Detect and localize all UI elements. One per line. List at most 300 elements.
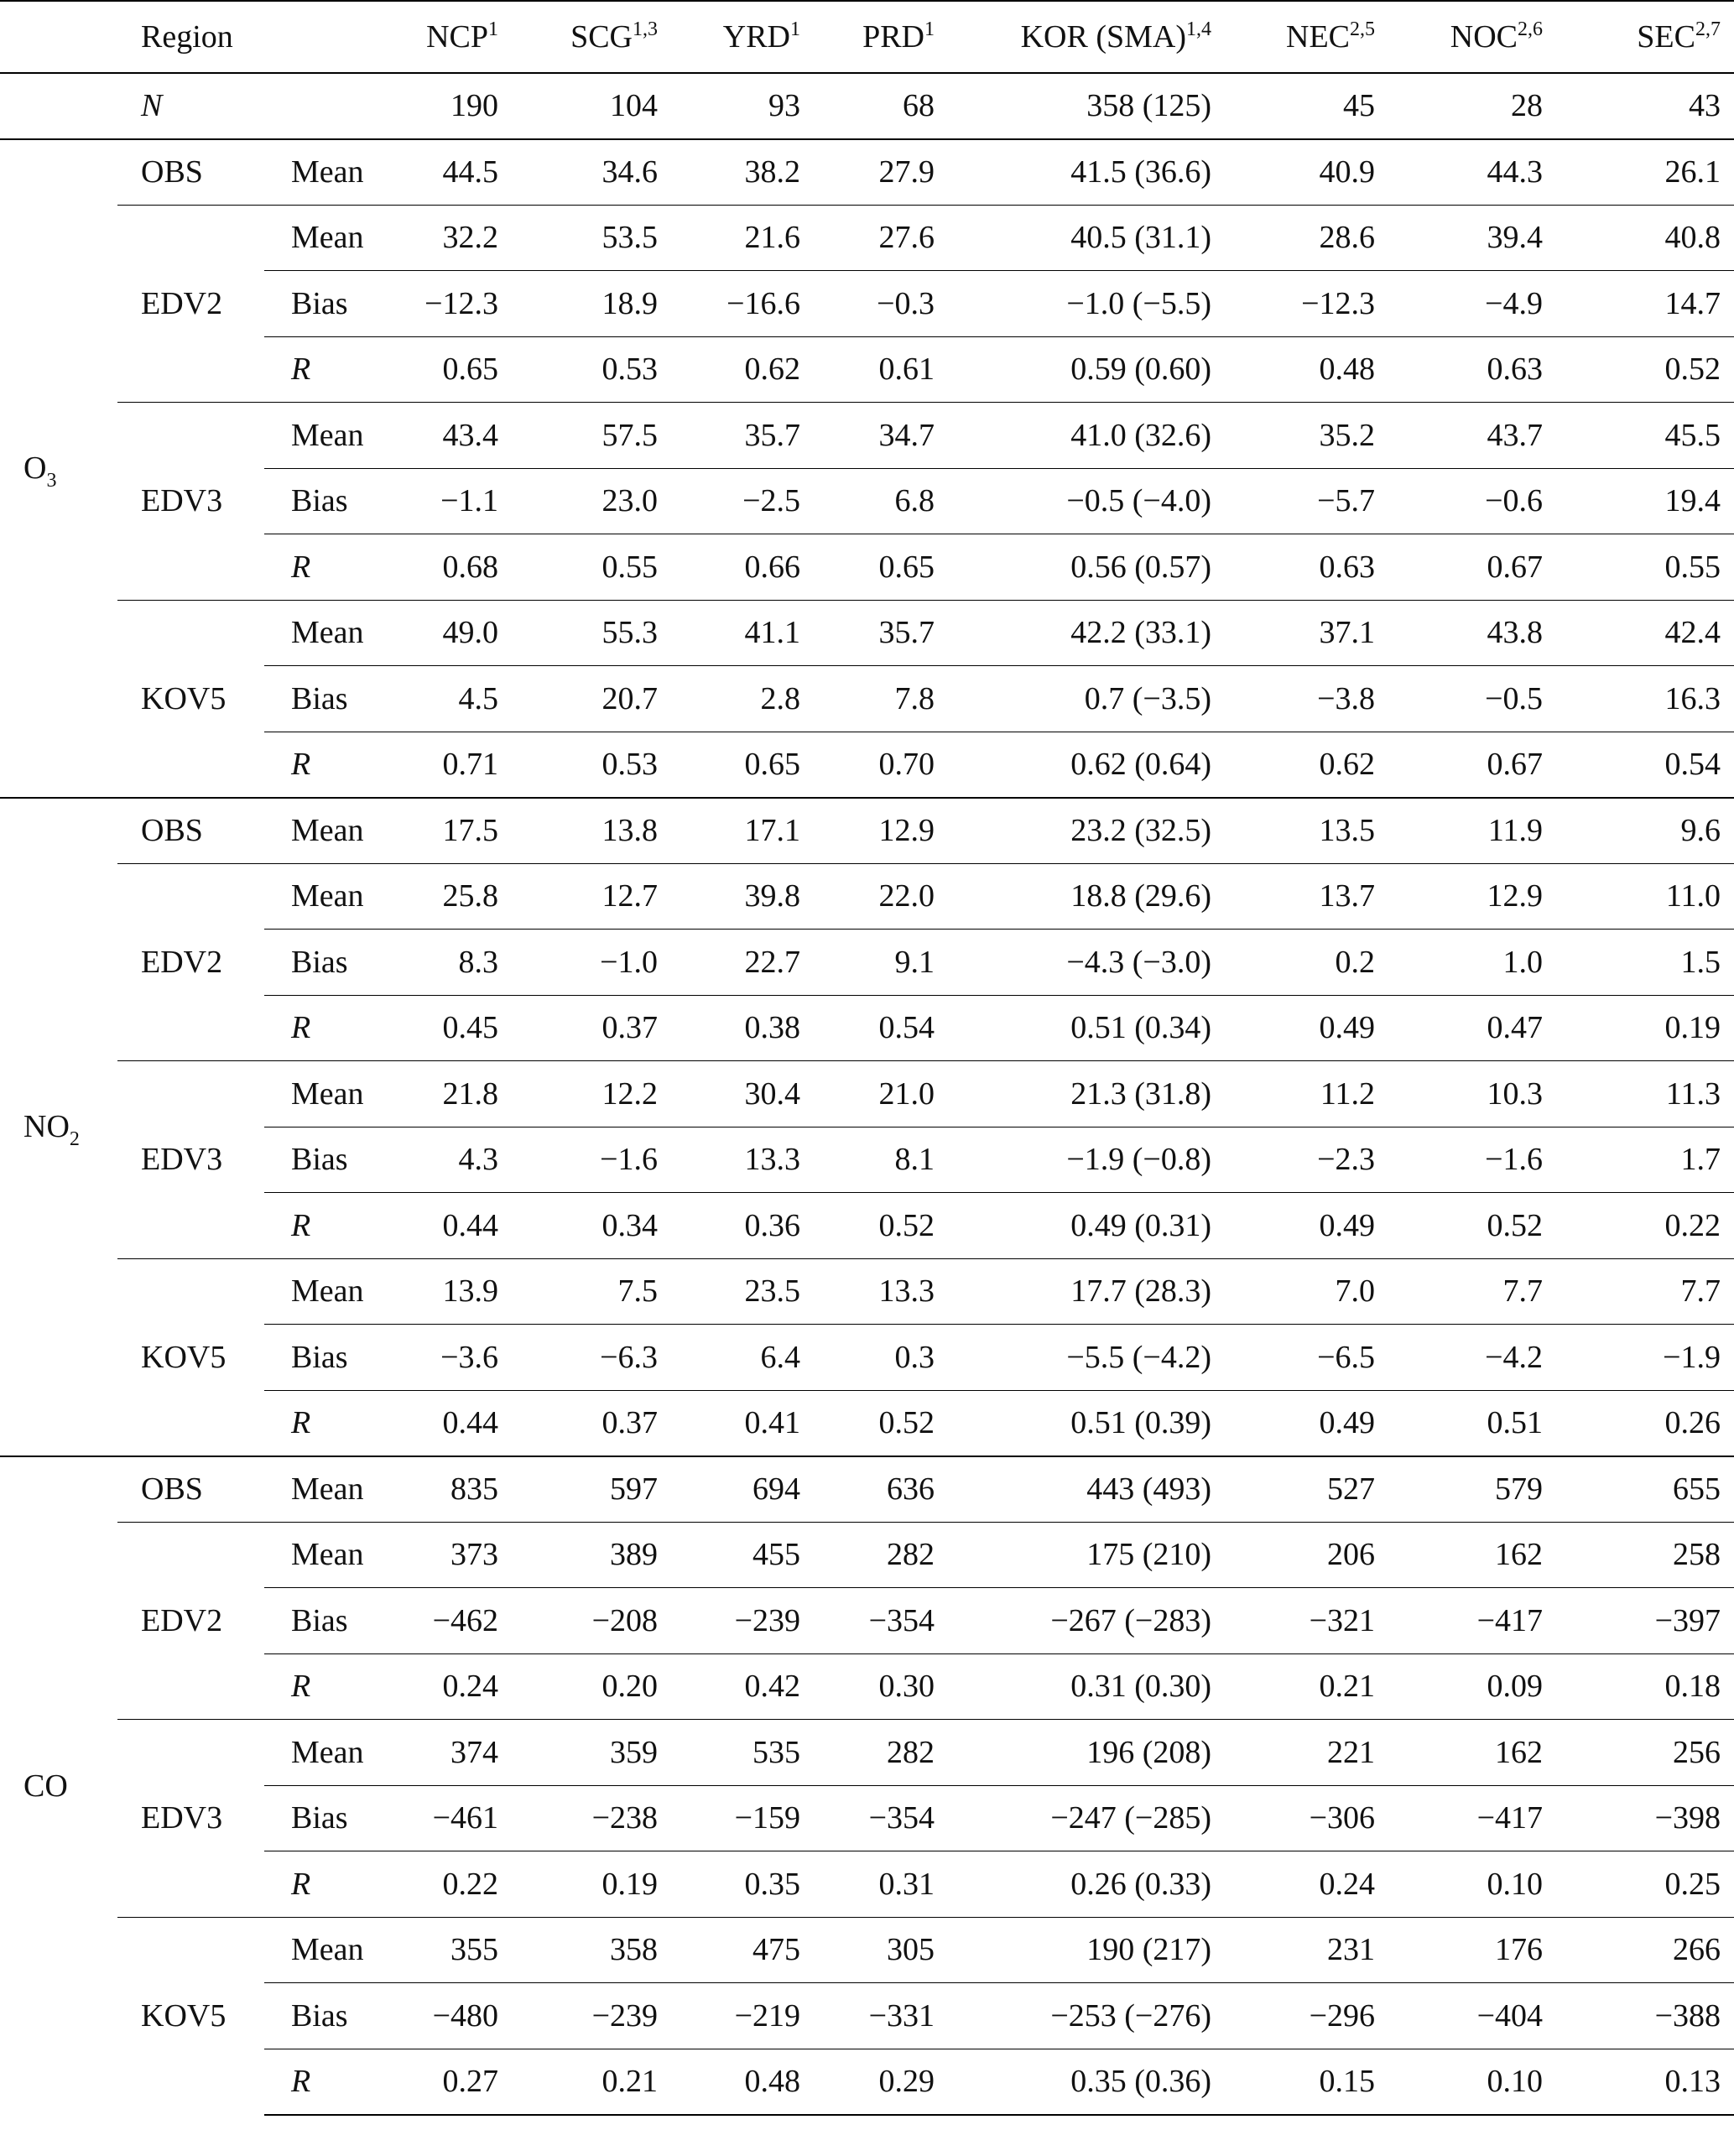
value-cell: −397 bbox=[1556, 1588, 1734, 1654]
value-cell: 8.3 bbox=[386, 930, 512, 996]
value-cell: 0.25 bbox=[1556, 1851, 1734, 1918]
table-row bbox=[0, 600, 1734, 666]
value-cell: 13.5 bbox=[1225, 798, 1388, 864]
value-cell: 0.52 bbox=[1556, 336, 1734, 403]
model-label: OBS bbox=[117, 1456, 264, 1523]
value-cell: 7.8 bbox=[814, 666, 948, 732]
value-cell: −306 bbox=[1225, 1785, 1388, 1851]
value-cell: 0.45 bbox=[386, 995, 512, 1061]
value-cell: 11.9 bbox=[1388, 798, 1556, 864]
value-cell: 35.7 bbox=[814, 600, 948, 666]
value-cell: 0.35 bbox=[671, 1851, 814, 1918]
statistic-label: Bias bbox=[264, 1785, 386, 1851]
table-row bbox=[0, 139, 1734, 206]
value-cell: 22.0 bbox=[814, 863, 948, 930]
value-cell: 256 bbox=[1556, 1720, 1734, 1786]
value-cell: −354 bbox=[814, 1588, 948, 1654]
value-cell: 196 (208) bbox=[948, 1720, 1225, 1786]
value-cell: 0.53 bbox=[512, 336, 671, 403]
value-cell: 374 bbox=[386, 1720, 512, 1786]
value-cell: 43.8 bbox=[1388, 600, 1556, 666]
value-cell: 0.52 bbox=[814, 1193, 948, 1259]
value-cell: 206 bbox=[1225, 1522, 1388, 1588]
value-cell: 40.9 bbox=[1225, 139, 1388, 206]
value-cell: 0.62 bbox=[671, 336, 814, 403]
statistic-label: Mean bbox=[264, 1917, 386, 1983]
value-cell: 162 bbox=[1388, 1720, 1556, 1786]
value-cell: 0.31 (0.30) bbox=[948, 1653, 1225, 1720]
value-cell: 0.37 bbox=[512, 995, 671, 1061]
value-cell: 43.4 bbox=[386, 403, 512, 469]
value-cell: −16.6 bbox=[671, 271, 814, 337]
value-cell: 0.55 bbox=[1556, 534, 1734, 601]
value-cell: 17.7 (28.3) bbox=[948, 1258, 1225, 1325]
value-cell: 0.54 bbox=[814, 995, 948, 1061]
value-cell: −0.5 (−4.0) bbox=[948, 468, 1225, 534]
value-cell: −239 bbox=[671, 1588, 814, 1654]
value-cell: 0.44 bbox=[386, 1193, 512, 1259]
statistic-label: R bbox=[264, 534, 386, 601]
value-cell: −417 bbox=[1388, 1785, 1556, 1851]
value-cell: 0.31 bbox=[814, 1851, 948, 1918]
statistic-label: Mean bbox=[264, 403, 386, 469]
statistic-label: Mean bbox=[264, 600, 386, 666]
statistic-label: Mean bbox=[264, 863, 386, 930]
value-cell: 0.65 bbox=[671, 732, 814, 798]
table-row bbox=[0, 1061, 1734, 1127]
value-cell: 0.34 bbox=[512, 1193, 671, 1259]
value-cell: 0.68 bbox=[386, 534, 512, 601]
value-cell: −1.6 bbox=[1388, 1127, 1556, 1193]
value-cell: 9.6 bbox=[1556, 798, 1734, 864]
value-cell: 162 bbox=[1388, 1522, 1556, 1588]
value-cell: 27.9 bbox=[814, 139, 948, 206]
statistic-label: Mean bbox=[264, 1258, 386, 1325]
statistic-label: R bbox=[264, 1653, 386, 1720]
value-cell: 17.1 bbox=[671, 798, 814, 864]
value-cell: 0.15 bbox=[1225, 2049, 1388, 2115]
value-cell: −208 bbox=[512, 1588, 671, 1654]
value-cell: 0.49 bbox=[1225, 995, 1388, 1061]
value-cell: −238 bbox=[512, 1785, 671, 1851]
n-value: 93 bbox=[671, 73, 814, 139]
statistic-label: Mean bbox=[264, 205, 386, 271]
value-cell: 42.2 (33.1) bbox=[948, 600, 1225, 666]
value-cell: 18.8 (29.6) bbox=[948, 863, 1225, 930]
table-row bbox=[0, 205, 1734, 271]
n-label: N bbox=[117, 73, 386, 139]
value-cell: 43.7 bbox=[1388, 403, 1556, 469]
value-cell: 34.7 bbox=[814, 403, 948, 469]
value-cell: 0.67 bbox=[1388, 732, 1556, 798]
value-cell: 0.49 bbox=[1225, 1193, 1388, 1259]
value-cell: 355 bbox=[386, 1917, 512, 1983]
statistic-label: Bias bbox=[264, 1588, 386, 1654]
model-label: EDV3 bbox=[117, 1720, 264, 1918]
value-cell: 16.3 bbox=[1556, 666, 1734, 732]
statistic-label: Mean bbox=[264, 1720, 386, 1786]
column-header: SCG$^{1,3}$ bbox=[512, 1, 671, 73]
n-value: 358 (125) bbox=[948, 73, 1225, 139]
value-cell: 0.51 (0.34) bbox=[948, 995, 1225, 1061]
table-row bbox=[0, 1917, 1734, 1983]
n-value: 104 bbox=[512, 73, 671, 139]
table-body bbox=[0, 73, 1734, 2115]
statistic-label: R bbox=[264, 995, 386, 1061]
value-cell: 4.5 bbox=[386, 666, 512, 732]
value-cell: 7.7 bbox=[1556, 1258, 1734, 1325]
value-cell: 1.5 bbox=[1556, 930, 1734, 996]
model-label: EDV2 bbox=[117, 1522, 264, 1720]
value-cell: −6.5 bbox=[1225, 1325, 1388, 1391]
statistic-label: Mean bbox=[264, 1522, 386, 1588]
value-cell: −253 (−276) bbox=[948, 1983, 1225, 2049]
model-label: KOV5 bbox=[117, 1917, 264, 2115]
value-cell: 373 bbox=[386, 1522, 512, 1588]
value-cell: 19.4 bbox=[1556, 468, 1734, 534]
model-label: KOV5 bbox=[117, 1258, 264, 1456]
value-cell: 0.62 (0.64) bbox=[948, 732, 1225, 798]
value-cell: 190 (217) bbox=[948, 1917, 1225, 1983]
region-header: Region bbox=[117, 1, 386, 73]
value-cell: −219 bbox=[671, 1983, 814, 2049]
value-cell: 0.35 (0.36) bbox=[948, 2049, 1225, 2115]
value-cell: 30.4 bbox=[671, 1061, 814, 1127]
statistic-label: Bias bbox=[264, 1325, 386, 1391]
value-cell: 176 bbox=[1388, 1917, 1556, 1983]
value-cell: 359 bbox=[512, 1720, 671, 1786]
value-cell: 0.09 bbox=[1388, 1653, 1556, 1720]
model-label: OBS bbox=[117, 139, 264, 206]
value-cell: 21.8 bbox=[386, 1061, 512, 1127]
value-cell: −1.9 bbox=[1556, 1325, 1734, 1391]
value-cell: 597 bbox=[512, 1456, 671, 1523]
species-label: CO bbox=[0, 1456, 117, 2115]
table-row bbox=[0, 1456, 1734, 1523]
value-cell: −1.1 bbox=[386, 468, 512, 534]
value-cell: 41.5 (36.6) bbox=[948, 139, 1225, 206]
value-cell: −12.3 bbox=[386, 271, 512, 337]
value-cell: 527 bbox=[1225, 1456, 1388, 1523]
value-cell: −4.2 bbox=[1388, 1325, 1556, 1391]
value-cell: −354 bbox=[814, 1785, 948, 1851]
value-cell: 0.24 bbox=[1225, 1851, 1388, 1918]
header-row bbox=[0, 1, 1734, 73]
column-header: SEC$^{2,7}$ bbox=[1556, 1, 1734, 73]
value-cell: 0.26 bbox=[1556, 1390, 1734, 1456]
value-cell: 0.54 bbox=[1556, 732, 1734, 798]
value-cell: 0.71 bbox=[386, 732, 512, 798]
value-cell: 0.41 bbox=[671, 1390, 814, 1456]
value-cell: −5.5 (−4.2) bbox=[948, 1325, 1225, 1391]
value-cell: 0.22 bbox=[1556, 1193, 1734, 1259]
table-row bbox=[0, 1522, 1734, 1588]
value-cell: 0.20 bbox=[512, 1653, 671, 1720]
value-cell: 231 bbox=[1225, 1917, 1388, 1983]
value-cell: 0.19 bbox=[512, 1851, 671, 1918]
value-cell: −6.3 bbox=[512, 1325, 671, 1391]
value-cell: 0.52 bbox=[1388, 1193, 1556, 1259]
value-cell: 475 bbox=[671, 1917, 814, 1983]
value-cell: 21.0 bbox=[814, 1061, 948, 1127]
value-cell: 0.49 (0.31) bbox=[948, 1193, 1225, 1259]
value-cell: 42.4 bbox=[1556, 600, 1734, 666]
value-cell: 45.5 bbox=[1556, 403, 1734, 469]
value-cell: 12.9 bbox=[814, 798, 948, 864]
model-label: EDV2 bbox=[117, 205, 264, 403]
n-value: 43 bbox=[1556, 73, 1734, 139]
sample-count-row bbox=[0, 73, 1734, 139]
value-cell: 18.9 bbox=[512, 271, 671, 337]
value-cell: 22.7 bbox=[671, 930, 814, 996]
value-cell: −480 bbox=[386, 1983, 512, 2049]
value-cell: 1.0 bbox=[1388, 930, 1556, 996]
value-cell: 14.7 bbox=[1556, 271, 1734, 337]
statistic-label: Bias bbox=[264, 271, 386, 337]
value-cell: 221 bbox=[1225, 1720, 1388, 1786]
value-cell: 35.2 bbox=[1225, 403, 1388, 469]
value-cell: 0.59 (0.60) bbox=[948, 336, 1225, 403]
value-cell: 0.10 bbox=[1388, 1851, 1556, 1918]
statistic-label: R bbox=[264, 336, 386, 403]
value-cell: 0.49 bbox=[1225, 1390, 1388, 1456]
value-cell: −5.7 bbox=[1225, 468, 1388, 534]
value-cell: 835 bbox=[386, 1456, 512, 1523]
statistic-label: Mean bbox=[264, 798, 386, 864]
value-cell: −2.5 bbox=[671, 468, 814, 534]
value-cell: 41.0 (32.6) bbox=[948, 403, 1225, 469]
value-cell: −3.6 bbox=[386, 1325, 512, 1391]
table-row bbox=[0, 403, 1734, 469]
value-cell: 12.9 bbox=[1388, 863, 1556, 930]
model-label: EDV3 bbox=[117, 1061, 264, 1259]
model-label: EDV3 bbox=[117, 403, 264, 601]
value-cell: 7.5 bbox=[512, 1258, 671, 1325]
value-cell: −4.3 (−3.0) bbox=[948, 930, 1225, 996]
n-value: 68 bbox=[814, 73, 948, 139]
value-cell: 37.1 bbox=[1225, 600, 1388, 666]
value-cell: 0.3 bbox=[814, 1325, 948, 1391]
value-cell: 0.55 bbox=[512, 534, 671, 601]
value-cell: 0.13 bbox=[1556, 2049, 1734, 2115]
value-cell: 0.51 bbox=[1388, 1390, 1556, 1456]
value-cell: 44.3 bbox=[1388, 139, 1556, 206]
value-cell: 0.67 bbox=[1388, 534, 1556, 601]
value-cell: 8.1 bbox=[814, 1127, 948, 1193]
value-cell: −1.6 bbox=[512, 1127, 671, 1193]
column-header: NOC$^{2,6}$ bbox=[1388, 1, 1556, 73]
value-cell: 23.0 bbox=[512, 468, 671, 534]
column-header: NCP$^1$ bbox=[386, 1, 512, 73]
value-cell: 34.6 bbox=[512, 139, 671, 206]
statistic-label: Mean bbox=[264, 139, 386, 206]
value-cell: 53.5 bbox=[512, 205, 671, 271]
value-cell: 0.24 bbox=[386, 1653, 512, 1720]
value-cell: −239 bbox=[512, 1983, 671, 2049]
value-cell: 12.7 bbox=[512, 863, 671, 930]
value-cell: 694 bbox=[671, 1456, 814, 1523]
value-cell: 0.30 bbox=[814, 1653, 948, 1720]
value-cell: 0.51 (0.39) bbox=[948, 1390, 1225, 1456]
value-cell: 6.8 bbox=[814, 468, 948, 534]
statistic-label: R bbox=[264, 1851, 386, 1918]
value-cell: −0.3 bbox=[814, 271, 948, 337]
value-cell: 39.8 bbox=[671, 863, 814, 930]
value-cell: 0.63 bbox=[1388, 336, 1556, 403]
value-cell: 305 bbox=[814, 1917, 948, 1983]
table-row bbox=[0, 1258, 1734, 1325]
value-cell: 13.3 bbox=[814, 1258, 948, 1325]
value-cell: 38.2 bbox=[671, 139, 814, 206]
value-cell: 40.8 bbox=[1556, 205, 1734, 271]
value-cell: 0.21 bbox=[512, 2049, 671, 2115]
statistic-label: Bias bbox=[264, 1127, 386, 1193]
value-cell: −0.6 bbox=[1388, 468, 1556, 534]
value-cell: 11.2 bbox=[1225, 1061, 1388, 1127]
value-cell: 0.7 (−3.5) bbox=[948, 666, 1225, 732]
value-cell: 25.8 bbox=[386, 863, 512, 930]
table-row bbox=[0, 863, 1734, 930]
species-label: $NO_2$ bbox=[0, 798, 117, 1456]
value-cell: 26.1 bbox=[1556, 139, 1734, 206]
value-cell: 0.29 bbox=[814, 2049, 948, 2115]
value-cell: 579 bbox=[1388, 1456, 1556, 1523]
value-cell: 27.6 bbox=[814, 205, 948, 271]
value-cell: 13.9 bbox=[386, 1258, 512, 1325]
value-cell: 12.2 bbox=[512, 1061, 671, 1127]
value-cell: 0.22 bbox=[386, 1851, 512, 1918]
value-cell: 0.62 bbox=[1225, 732, 1388, 798]
value-cell: 0.53 bbox=[512, 732, 671, 798]
value-cell: −388 bbox=[1556, 1983, 1734, 2049]
value-cell: 0.65 bbox=[814, 534, 948, 601]
n-value: 45 bbox=[1225, 73, 1388, 139]
value-cell: −247 (−285) bbox=[948, 1785, 1225, 1851]
column-header: PRD$^1$ bbox=[814, 1, 948, 73]
value-cell: 35.7 bbox=[671, 403, 814, 469]
value-cell: 455 bbox=[671, 1522, 814, 1588]
value-cell: 0.56 (0.57) bbox=[948, 534, 1225, 601]
value-cell: 0.27 bbox=[386, 2049, 512, 2115]
statistic-label: R bbox=[264, 1193, 386, 1259]
value-cell: 13.8 bbox=[512, 798, 671, 864]
value-cell: 0.38 bbox=[671, 995, 814, 1061]
value-cell: 57.5 bbox=[512, 403, 671, 469]
statistic-label: Bias bbox=[264, 930, 386, 996]
value-cell: 0.42 bbox=[671, 1653, 814, 1720]
value-cell: −462 bbox=[386, 1588, 512, 1654]
value-cell: 175 (210) bbox=[948, 1522, 1225, 1588]
value-cell: 11.3 bbox=[1556, 1061, 1734, 1127]
value-cell: 0.65 bbox=[386, 336, 512, 403]
value-cell: 358 bbox=[512, 1917, 671, 1983]
value-cell: 655 bbox=[1556, 1456, 1734, 1523]
value-cell: 0.26 (0.33) bbox=[948, 1851, 1225, 1918]
value-cell: 13.7 bbox=[1225, 863, 1388, 930]
n-value: 190 bbox=[386, 73, 512, 139]
model-label: EDV2 bbox=[117, 863, 264, 1061]
value-cell: 17.5 bbox=[386, 798, 512, 864]
statistic-label: Bias bbox=[264, 666, 386, 732]
model-label: KOV5 bbox=[117, 600, 264, 798]
value-cell: 21.6 bbox=[671, 205, 814, 271]
species-label: $O_3$ bbox=[0, 139, 117, 798]
value-cell: 0.52 bbox=[814, 1390, 948, 1456]
value-cell: 44.5 bbox=[386, 139, 512, 206]
column-header: KOR (SMA)$^{1,4}$ bbox=[948, 1, 1225, 73]
value-cell: 6.4 bbox=[671, 1325, 814, 1391]
value-cell: 0.19 bbox=[1556, 995, 1734, 1061]
statistic-label: Bias bbox=[264, 468, 386, 534]
value-cell: 21.3 (31.8) bbox=[948, 1061, 1225, 1127]
value-cell: 0.61 bbox=[814, 336, 948, 403]
value-cell: 389 bbox=[512, 1522, 671, 1588]
value-cell: 0.63 bbox=[1225, 534, 1388, 601]
value-cell: −296 bbox=[1225, 1983, 1388, 2049]
column-header: NEC$^{2,5}$ bbox=[1225, 1, 1388, 73]
value-cell: 0.66 bbox=[671, 534, 814, 601]
value-cell: 0.10 bbox=[1388, 2049, 1556, 2115]
value-cell: −3.8 bbox=[1225, 666, 1388, 732]
value-cell: 0.70 bbox=[814, 732, 948, 798]
value-cell: 636 bbox=[814, 1456, 948, 1523]
value-cell: 282 bbox=[814, 1522, 948, 1588]
value-cell: 7.7 bbox=[1388, 1258, 1556, 1325]
value-cell: 0.48 bbox=[671, 2049, 814, 2115]
value-cell: −4.9 bbox=[1388, 271, 1556, 337]
model-label: OBS bbox=[117, 798, 264, 864]
value-cell: 266 bbox=[1556, 1917, 1734, 1983]
value-cell: −1.0 bbox=[512, 930, 671, 996]
value-cell: 2.8 bbox=[671, 666, 814, 732]
value-cell: −1.9 (−0.8) bbox=[948, 1127, 1225, 1193]
value-cell: −461 bbox=[386, 1785, 512, 1851]
value-cell: −0.5 bbox=[1388, 666, 1556, 732]
statistic-label: R bbox=[264, 732, 386, 798]
statistic-label: Mean bbox=[264, 1456, 386, 1523]
value-cell: −12.3 bbox=[1225, 271, 1388, 337]
value-cell: 4.3 bbox=[386, 1127, 512, 1193]
value-cell: 0.21 bbox=[1225, 1653, 1388, 1720]
table-row bbox=[0, 1720, 1734, 1786]
value-cell: −1.0 (−5.5) bbox=[948, 271, 1225, 337]
statistic-label: Mean bbox=[264, 1061, 386, 1127]
value-cell: 23.2 (32.5) bbox=[948, 798, 1225, 864]
value-cell: 11.0 bbox=[1556, 863, 1734, 930]
column-header: YRD$^1$ bbox=[671, 1, 814, 73]
value-cell: 0.44 bbox=[386, 1390, 512, 1456]
value-cell: 0.18 bbox=[1556, 1653, 1734, 1720]
value-cell: 258 bbox=[1556, 1522, 1734, 1588]
value-cell: −417 bbox=[1388, 1588, 1556, 1654]
value-cell: 0.36 bbox=[671, 1193, 814, 1259]
value-cell: 443 (493) bbox=[948, 1456, 1225, 1523]
value-cell: 39.4 bbox=[1388, 205, 1556, 271]
value-cell: 32.2 bbox=[386, 205, 512, 271]
value-cell: −267 (−283) bbox=[948, 1588, 1225, 1654]
statistic-label: R bbox=[264, 1390, 386, 1456]
statistic-label: R bbox=[264, 2049, 386, 2115]
value-cell: 0.37 bbox=[512, 1390, 671, 1456]
value-cell: −321 bbox=[1225, 1588, 1388, 1654]
value-cell: −331 bbox=[814, 1983, 948, 2049]
value-cell: 1.7 bbox=[1556, 1127, 1734, 1193]
value-cell: 13.3 bbox=[671, 1127, 814, 1193]
value-cell: 20.7 bbox=[512, 666, 671, 732]
value-cell: −404 bbox=[1388, 1983, 1556, 2049]
value-cell: 28.6 bbox=[1225, 205, 1388, 271]
header-blank bbox=[0, 1, 117, 73]
